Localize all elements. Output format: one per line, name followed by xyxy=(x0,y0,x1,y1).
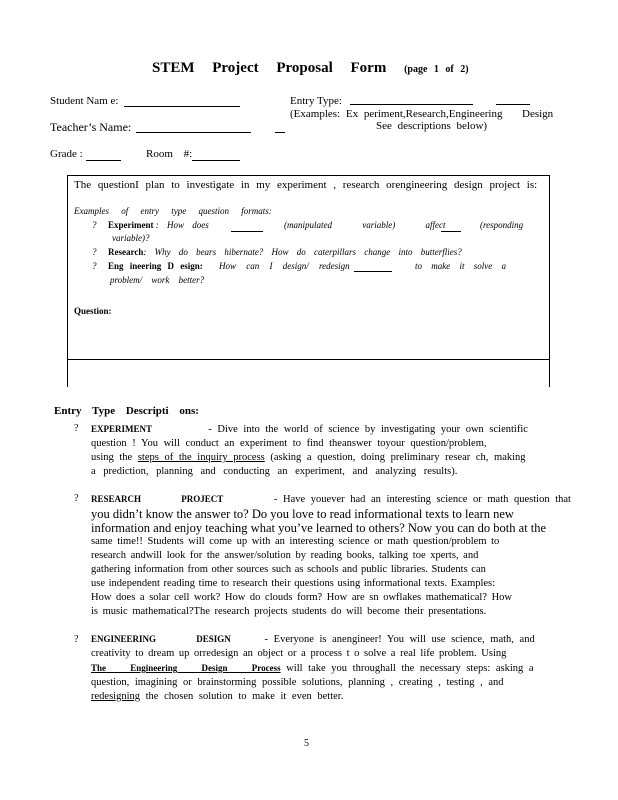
question-box-top-border xyxy=(67,175,549,176)
examples-heading: Examples of entry type question formats: xyxy=(74,206,272,216)
research-line-3: information and enjoy teaching what you’ve learned to others? Now you can do both at the xyxy=(91,521,547,535)
engineering-line-3-post: will take you throughall the necessary steps: asking a xyxy=(286,663,534,674)
experiment-line-3-pre: using the xyxy=(91,452,133,463)
research-bullet: ? xyxy=(74,493,79,504)
student-name-field[interactable] xyxy=(124,106,240,107)
example-research-label: Research xyxy=(108,247,144,257)
form-title-text: STEM Project Proposal Form xyxy=(152,60,387,76)
engineering-line-1: - Everyone is anengineer! You will use science, math, and xyxy=(264,634,535,645)
entry-type-label: Entry Type: xyxy=(290,95,342,107)
research-line-5: research andwill look for the answer/solution by reading books, talking toe xperts, and xyxy=(91,550,479,561)
research-description xyxy=(91,492,571,619)
manipulated-blank xyxy=(231,231,263,232)
inquiry-process-link[interactable]: steps of the inquiry process xyxy=(137,452,265,463)
engineering-design-process-link[interactable]: The Engineering Design Process xyxy=(91,663,281,673)
teacher-name-field-2[interactable] xyxy=(275,132,285,133)
experiment-line-1: - Dive into the world of science by investigating your own scientific xyxy=(208,424,528,435)
research-line-7: use independent reading time to research their questions using informational texts. Examples: xyxy=(91,578,496,589)
examples-line: (Examples: Ex periment,Research,Engineering xyxy=(290,108,503,120)
example-bullet-2: ? xyxy=(92,247,97,257)
experiment-bullet: ? xyxy=(74,423,79,434)
example-research-text: : Why do bears hibernate? How do caterpillars change into butterflies? xyxy=(143,247,462,257)
example-engineering-text-a: How can I design/ redesign xyxy=(219,261,350,271)
room-label: Room #: xyxy=(146,148,193,160)
redesigning-link[interactable]: redesigning xyxy=(91,691,140,702)
experiment-label: EXPERIMENT xyxy=(91,424,153,434)
example-experiment xyxy=(108,220,209,230)
question-heading: The questionI plan to investigate in my experiment , research orengineering design project is: xyxy=(74,179,538,191)
see-descriptions: See descriptions below) xyxy=(376,120,488,132)
form-title xyxy=(152,60,469,77)
research-line-8: How does a solar cell work? How do clouds form? How are sn owflakes mathematical? How xyxy=(91,592,513,603)
example-experiment-text-a: : How does xyxy=(155,220,209,230)
entry-types-heading: Entry Type Descripti ons: xyxy=(54,405,199,417)
example-engineering-text-b: to make it solve a xyxy=(415,261,506,271)
research-line-1: - Have youever had an interesting science or math question that xyxy=(273,494,571,505)
example-bullet-3: ? xyxy=(92,261,97,271)
room-field[interactable] xyxy=(192,160,240,161)
example-engineering-text-c: problem/ work better? xyxy=(110,275,205,285)
example-engineering-label: Eng ineering D esign: xyxy=(108,261,203,271)
research-line-6: gathering information from other sources such as schools and public libraries. Students can xyxy=(91,564,486,575)
experiment-line-3-post: (asking a question, doing preliminary resear ch, making xyxy=(270,452,526,463)
example-experiment-text-d: variable)? xyxy=(112,233,150,243)
page-note: (page 1 of 2) xyxy=(404,64,469,75)
experiment-line-2: question ! You will conduct an experiment to find theanswer toyour question/problem, xyxy=(91,438,487,449)
student-name-label: Student Nam e: xyxy=(50,95,119,107)
example-bullet-1: ? xyxy=(92,220,97,230)
research-line-4: same time!! Students will come up with an interesting science or math question/problem to xyxy=(91,536,500,547)
design-blank xyxy=(354,271,392,272)
question-box-divider xyxy=(67,359,549,360)
example-research xyxy=(108,247,462,257)
entry-type-field[interactable] xyxy=(350,104,473,105)
experiment-description xyxy=(91,422,528,479)
engineering-line-5-post: the chosen solution to make it even better. xyxy=(145,691,344,702)
question-label: Question: xyxy=(74,306,112,316)
example-experiment-text-b: (manipulated variable) affect xyxy=(284,220,446,230)
responding-blank xyxy=(441,231,461,232)
teacher-name-label: Teacher’s Name: xyxy=(50,120,132,134)
example-experiment-text-c: (responding xyxy=(480,220,524,230)
experiment-line-4: a prediction, planning and conducting an experiment, and analyzing results). xyxy=(91,466,458,477)
grade-label: Grade : xyxy=(50,148,83,160)
design-word: Design xyxy=(522,108,554,120)
engineering-description xyxy=(91,632,535,704)
engineering-line-2: creativity to dream up orredesign an object or a process t o solve a real life problem. Using xyxy=(91,648,507,659)
example-engineering xyxy=(108,261,203,271)
entry-type-field-2[interactable] xyxy=(496,104,530,105)
research-label: RESEARCH PROJECT xyxy=(91,494,224,504)
research-line-2: you didn’t know the answer to? Do you love to read informational texts to learn new xyxy=(91,507,514,521)
engineering-label: ENGINEERING DESIGN xyxy=(91,634,231,644)
engineering-bullet: ? xyxy=(74,634,79,645)
page-number: 5 xyxy=(304,738,309,749)
teacher-name-field[interactable] xyxy=(136,132,251,133)
example-experiment-label: Experiment xyxy=(108,220,154,230)
research-line-9: is music mathematical?The research projects students do will become their presentations. xyxy=(91,606,487,617)
grade-field[interactable] xyxy=(86,160,121,161)
engineering-line-4: question, imagining or brainstorming possible solutions, planning , creating , testing , and xyxy=(91,677,504,688)
